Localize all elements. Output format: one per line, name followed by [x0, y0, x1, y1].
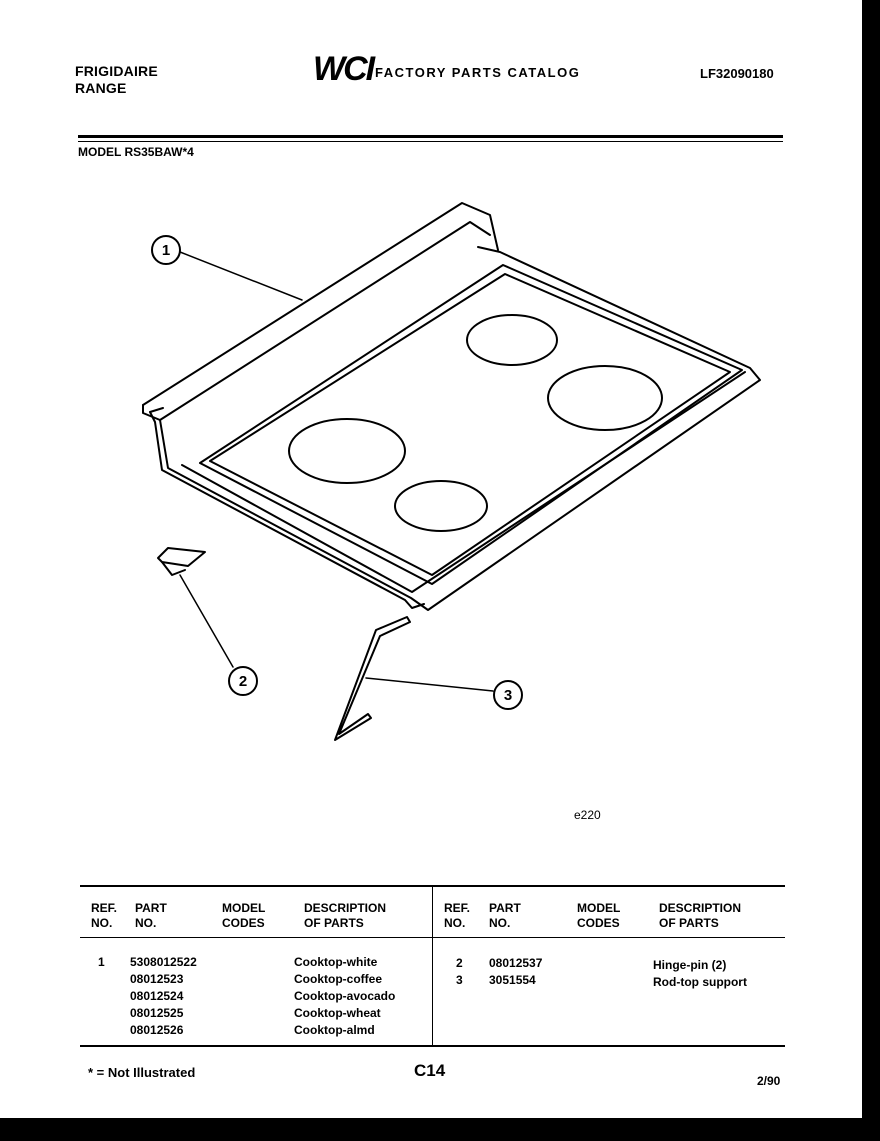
right-header-model: MODEL CODES — [577, 901, 621, 930]
burner-opening-front-right — [395, 481, 487, 531]
part-number: 5308012522 — [130, 955, 197, 969]
catalog-title: FACTORY PARTS CATALOG — [375, 65, 581, 80]
left-header-model: MODEL CODES — [222, 901, 266, 930]
cooktop-inner-rim — [200, 265, 742, 584]
hinge-pin-part — [158, 548, 205, 575]
left-row-1-description-list — [294, 954, 395, 1039]
catalog-number: LF32090180 — [700, 66, 774, 81]
leader-line-3 — [366, 678, 493, 691]
brand-name: FRIGIDAIRE — [75, 63, 158, 79]
left-header-ref: REF. NO. — [91, 901, 118, 930]
right-header-part: PART NO. — [489, 901, 521, 930]
part-number: 08012525 — [130, 1006, 184, 1020]
part-description: Cooktop-white — [294, 955, 378, 969]
leader-line-1 — [180, 252, 302, 300]
part-number: 08012526 — [130, 1023, 184, 1037]
revision-date: 2/90 — [757, 1074, 781, 1088]
right-row-3-description: Rod-top support — [653, 975, 747, 989]
left-row-1-ref: 1 — [98, 955, 105, 969]
right-header-desc: DESCRIPTION OF PARTS — [659, 901, 742, 930]
part-number: 08012523 — [130, 972, 184, 986]
callout-label-2: 2 — [238, 673, 248, 690]
callout-label-3: 3 — [503, 687, 513, 704]
left-header-part: PART NO. — [135, 901, 167, 930]
callout-label-1: 1 — [161, 242, 171, 259]
cooktop-panel-outline — [150, 247, 760, 610]
right-row-2-ref: 2 — [456, 956, 463, 970]
right-header-ref: REF. NO. — [444, 901, 471, 930]
burner-opening-rear-right — [548, 366, 662, 430]
right-row-3-ref: 3 — [456, 973, 463, 987]
right-row-2-part: 08012537 — [489, 956, 543, 970]
model-label: MODEL RS35BAW*4 — [78, 145, 194, 159]
table-rule-bottom — [80, 1045, 785, 1047]
not-illustrated-note: * = Not Illustrated — [88, 1065, 196, 1080]
left-row-1-part-list — [130, 954, 197, 1039]
product-type: RANGE — [75, 80, 127, 96]
part-description: Cooktop-avocado — [294, 989, 396, 1003]
right-row-3-part: 3051554 — [489, 973, 536, 987]
part-description: Cooktop-coffee — [294, 972, 382, 986]
part-description: Cooktop-wheat — [294, 1006, 381, 1020]
left-header-desc: DESCRIPTION OF PARTS — [304, 901, 387, 930]
part-description: Cooktop-almd — [294, 1023, 375, 1037]
figure-id: e220 — [574, 808, 601, 822]
leader-line-2 — [180, 575, 233, 667]
table-column-divider — [432, 887, 433, 1045]
right-row-2-description: Hinge-pin (2) — [653, 958, 727, 972]
wci-logo: WCI — [313, 50, 374, 88]
part-number: 08012524 — [130, 989, 184, 1003]
burner-opening-front-left — [289, 419, 405, 483]
page-code: C14 — [414, 1061, 446, 1080]
burner-opening-rear-left — [467, 315, 557, 365]
